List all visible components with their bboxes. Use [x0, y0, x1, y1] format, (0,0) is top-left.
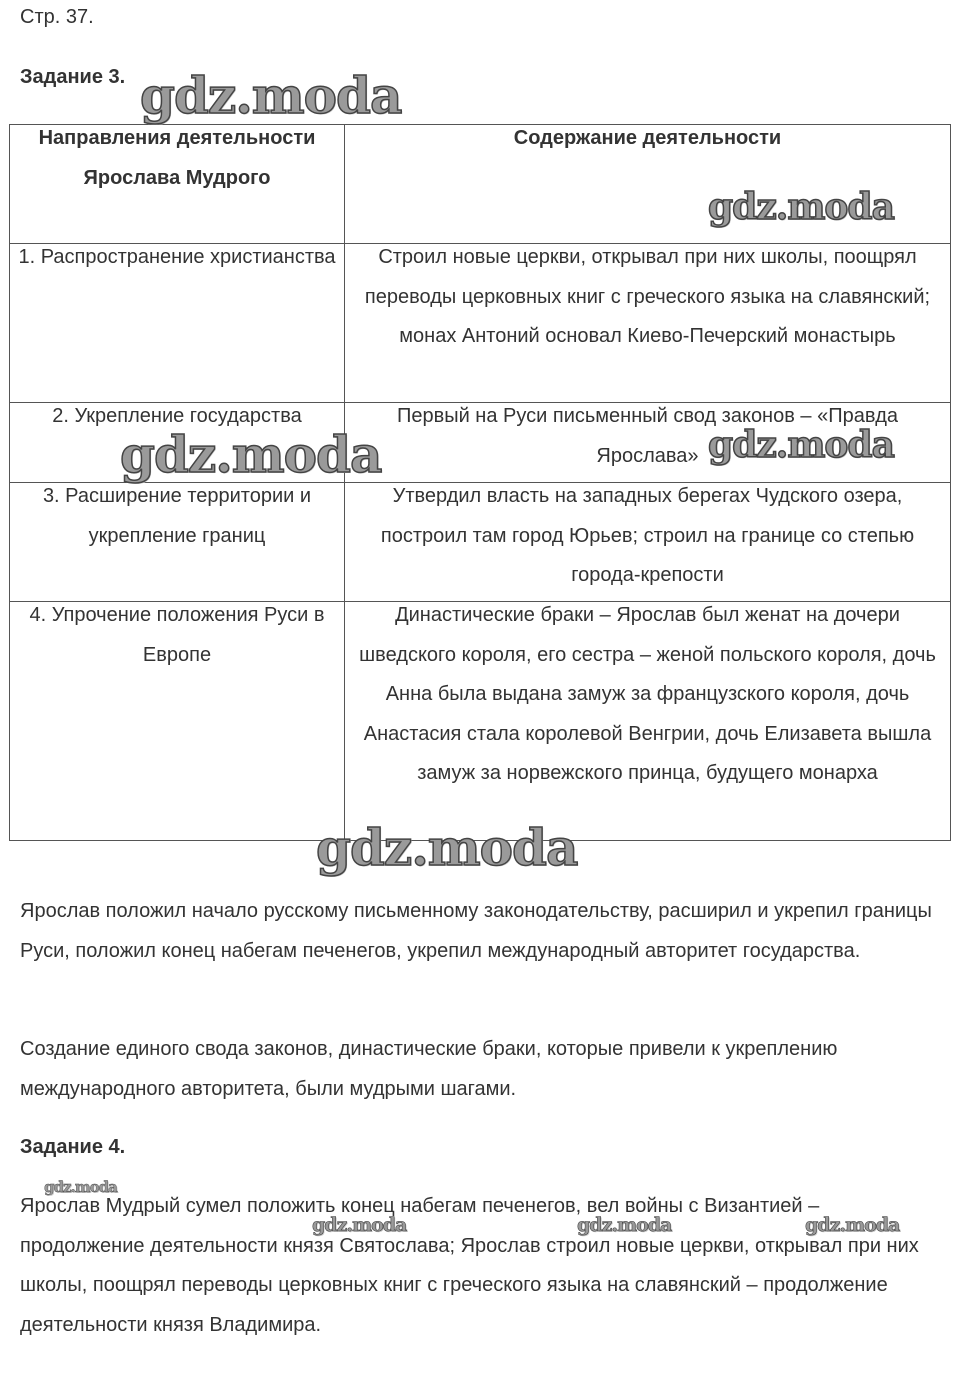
task3-paragraph-1: Ярослав положил начало русскому письменному законодательству, расширил и укрепил границы Руси, положил конец набегам печенегов, укрепил международный авторитет государства. — [20, 900, 932, 962]
cell-text: 4. Упрочение положения Руси в Европе — [29, 604, 325, 666]
table-row — [10, 483, 951, 602]
content-cell — [345, 403, 951, 483]
header-directions — [10, 125, 345, 244]
table-row — [10, 244, 951, 403]
cell-text: Первый на Руси письменный свод законов – «Правда Ярослава» — [396, 405, 899, 467]
header-text: Направления деятельности Ярослава Мудрого — [38, 127, 316, 189]
watermark-logo: gdz.moda — [805, 1214, 900, 1236]
direction-cell — [10, 602, 345, 841]
content-cell — [345, 244, 951, 403]
page-label: Стр. 37. — [20, 6, 94, 28]
cell-text: Строил новые церкви, открывал при них школы, поощрял переводы церковных книг с греческого языка на славянский; монах Антоний основал Киево-Печерский монастырь — [364, 246, 931, 347]
task4-paragraph: Ярослав Мудрый сумел положить конец набегам печенегов, вел войны с Византией – продолжение деятельности князя Святослава; Ярослав строил новые церкви, открывал при них школы, поощрял переводы церковных книг с греческого языка на славянский – продолжение деятельности князя Владимира. — [20, 1195, 919, 1336]
direction-cell — [10, 244, 345, 403]
watermark-logo: gdz.moda — [577, 1214, 672, 1236]
watermark-logo: gdz.moda — [708, 186, 894, 228]
watermark-logo: gdz.moda — [120, 425, 382, 484]
cell-text: 3. Расширение территории и укрепление границ — [42, 485, 312, 547]
header-content — [345, 125, 951, 244]
task4-heading: Задание 4. — [20, 1136, 126, 1158]
activity-table — [9, 124, 951, 841]
content-cell — [345, 483, 951, 602]
watermark-logo: gdz.moda — [140, 66, 402, 125]
watermark-logo: gdz.moda — [312, 1214, 407, 1236]
cell-text: Утвердил власть на западных берегах Чудского озера, построил там город Юрьев; строил на границе со степью города-крепости — [380, 485, 915, 586]
table-header-row — [10, 125, 951, 244]
cell-text: 1. Распространение христианства — [18, 246, 336, 268]
watermark-logo: gdz.moda — [316, 818, 578, 877]
table-row — [10, 403, 951, 483]
cell-text: Династические браки – Ярослав был женат на дочери шведского короля, его сестра – женой польского короля, дочь Анна была выдана замуж за французского короля, дочь Анастасия стала королевой Венгрии, дочь Елизавета вышла замуж за норвежского принца, будущего монарха — [359, 604, 936, 784]
table-row — [10, 602, 951, 841]
task3-heading: Задание 3. — [20, 66, 126, 88]
header-text: Содержание деятельности — [513, 127, 782, 149]
cell-text: 2. Укрепление государства — [52, 405, 302, 427]
task3-paragraph-2: Создание единого свода законов, династические браки, которые привели к укреплению международного авторитета, были мудрыми шагами. — [20, 1038, 838, 1100]
watermark-logo: gdz.moda — [708, 424, 894, 466]
content-cell — [345, 602, 951, 841]
direction-cell — [10, 403, 345, 483]
watermark-logo: gdz.moda — [44, 1178, 117, 1196]
direction-cell — [10, 483, 345, 602]
